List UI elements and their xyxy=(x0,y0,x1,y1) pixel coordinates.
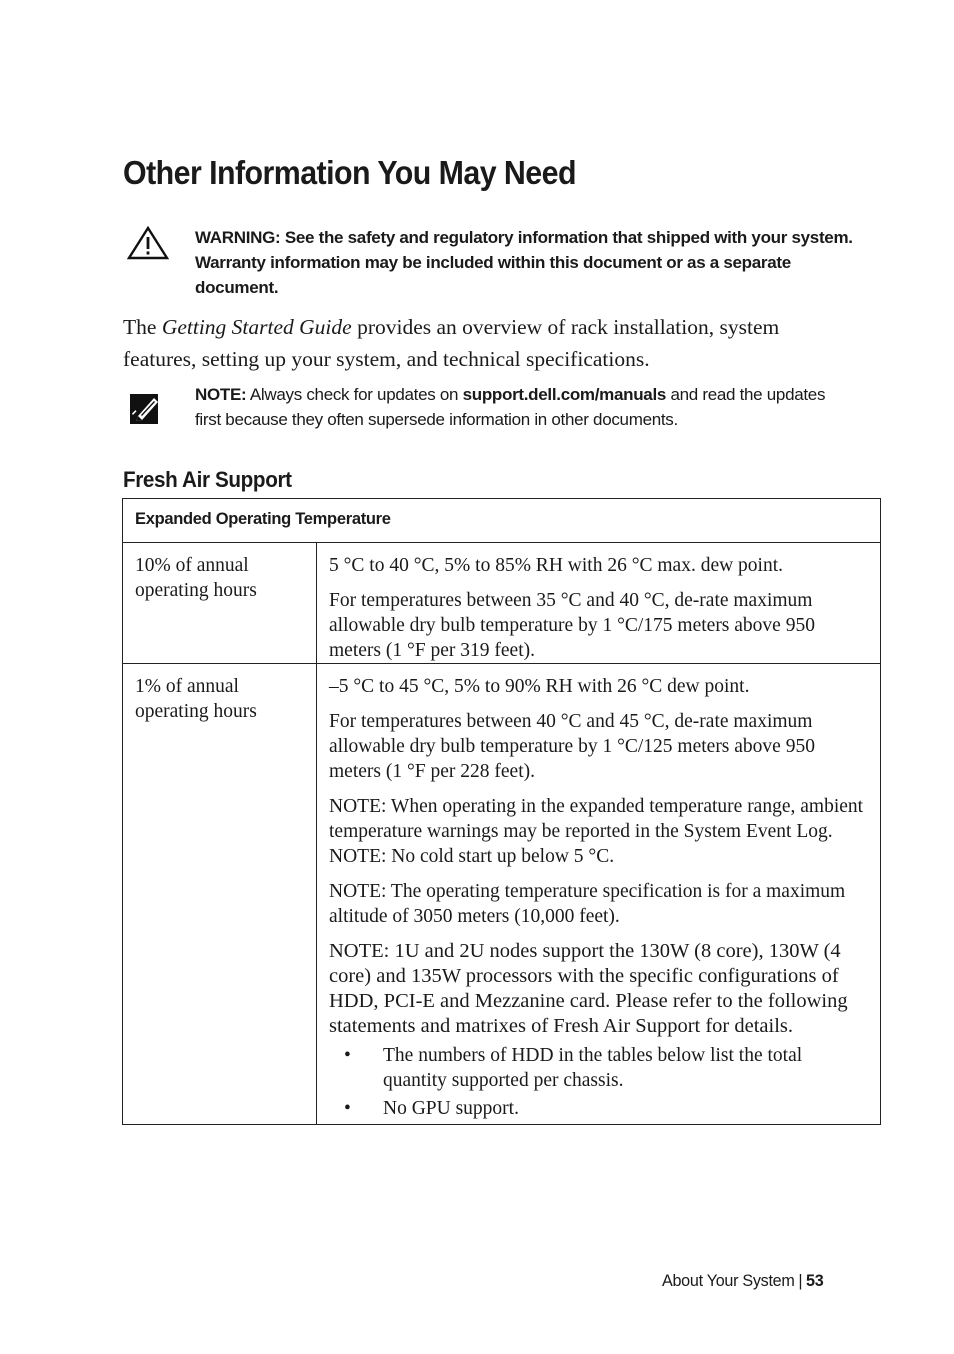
row-label: 10% of annual operating hours xyxy=(123,543,317,664)
intro-paragraph xyxy=(123,311,853,375)
section-heading: Fresh Air Support xyxy=(123,467,292,492)
note-label: NOTE: xyxy=(195,385,247,404)
note-text-before: Always check for updates on xyxy=(246,385,463,404)
bullet-icon: • xyxy=(344,1045,351,1066)
bullet-text: No GPU support. xyxy=(383,1098,519,1119)
list-item xyxy=(329,1096,870,1121)
bullet-text: The numbers of HDD in the tables below list the total quantity supported per chassis. xyxy=(383,1045,803,1091)
row-paragraph: –5 °C to 45 °C, 5% to 90% RH with 26 °C dew point. xyxy=(329,676,750,697)
footer-section: About Your System xyxy=(662,1271,795,1290)
note-text xyxy=(195,382,855,432)
row-label: 1% of annual operating hours xyxy=(123,664,317,1125)
row-description xyxy=(317,664,881,1125)
row-paragraph: For temperatures between 35 °C and 40 °C, de-rate maximum allowable dry bulb temperature by 1 °C/175 meters above 950 meters (1 °F per 319 feet). xyxy=(329,590,815,661)
page-title: Other Information You May Need xyxy=(123,154,576,191)
guide-title: Getting Started Guide xyxy=(161,315,352,339)
intro-prefix: The xyxy=(123,315,162,339)
warning-triangle-icon xyxy=(126,225,170,261)
table-header: Expanded Operating Temperature xyxy=(123,499,881,543)
row-paragraph: NOTE: The operating temperature specification is for a maximum altitude of 3050 meters (10,000 feet). xyxy=(329,881,846,927)
list-item xyxy=(329,1043,870,1093)
fresh-air-table xyxy=(122,498,881,1125)
footer-separator: | xyxy=(798,1271,803,1290)
note-text-after: and read the updates first because they often supersede information in other documents. xyxy=(195,385,826,429)
row-paragraph: For temperatures between 40 °C and 45 °C, de-rate maximum allowable dry bulb temperature by 1 °C/125 meters above 950 meters (1 °F per 228 feet). xyxy=(329,711,815,782)
row-paragraph: NOTE: 1U and 2U nodes support the 130W (8 core), 130W (4 core) and 135W processors with the specific configurations of HDD, PCI-E and Mezzanine card. Please refer to the following statements and matrixes of Fresh Air Support for details. xyxy=(329,940,848,1037)
row-paragraph: 5 °C to 40 °C, 5% to 85% RH with 26 °C max. dew point. xyxy=(329,555,784,576)
table-row xyxy=(123,543,881,664)
note-pencil-icon xyxy=(128,390,162,426)
warning-text: WARNING: See the safety and regulatory information that shipped with your system. Warranty information may be included within this document or as a separate document. xyxy=(195,228,853,297)
bullet-list xyxy=(329,1043,870,1121)
page-number: 53 xyxy=(806,1271,824,1290)
row-paragraph: NOTE: When operating in the expanded temperature range, ambient temperature warnings may be reported in the System Event Log. xyxy=(329,796,864,842)
support-link[interactable]: support.dell.com/manuals xyxy=(462,385,667,404)
page-footer xyxy=(662,1271,823,1291)
row-paragraph: NOTE: No cold start up below 5 °C. xyxy=(329,846,615,867)
row-description xyxy=(317,543,881,664)
intro-suffix: provides an overview of rack installation, system features, setting up your system, and technical specifications. xyxy=(123,315,780,371)
table-header-row xyxy=(123,499,881,543)
bullet-icon: • xyxy=(344,1098,351,1119)
table-row xyxy=(123,664,881,1125)
